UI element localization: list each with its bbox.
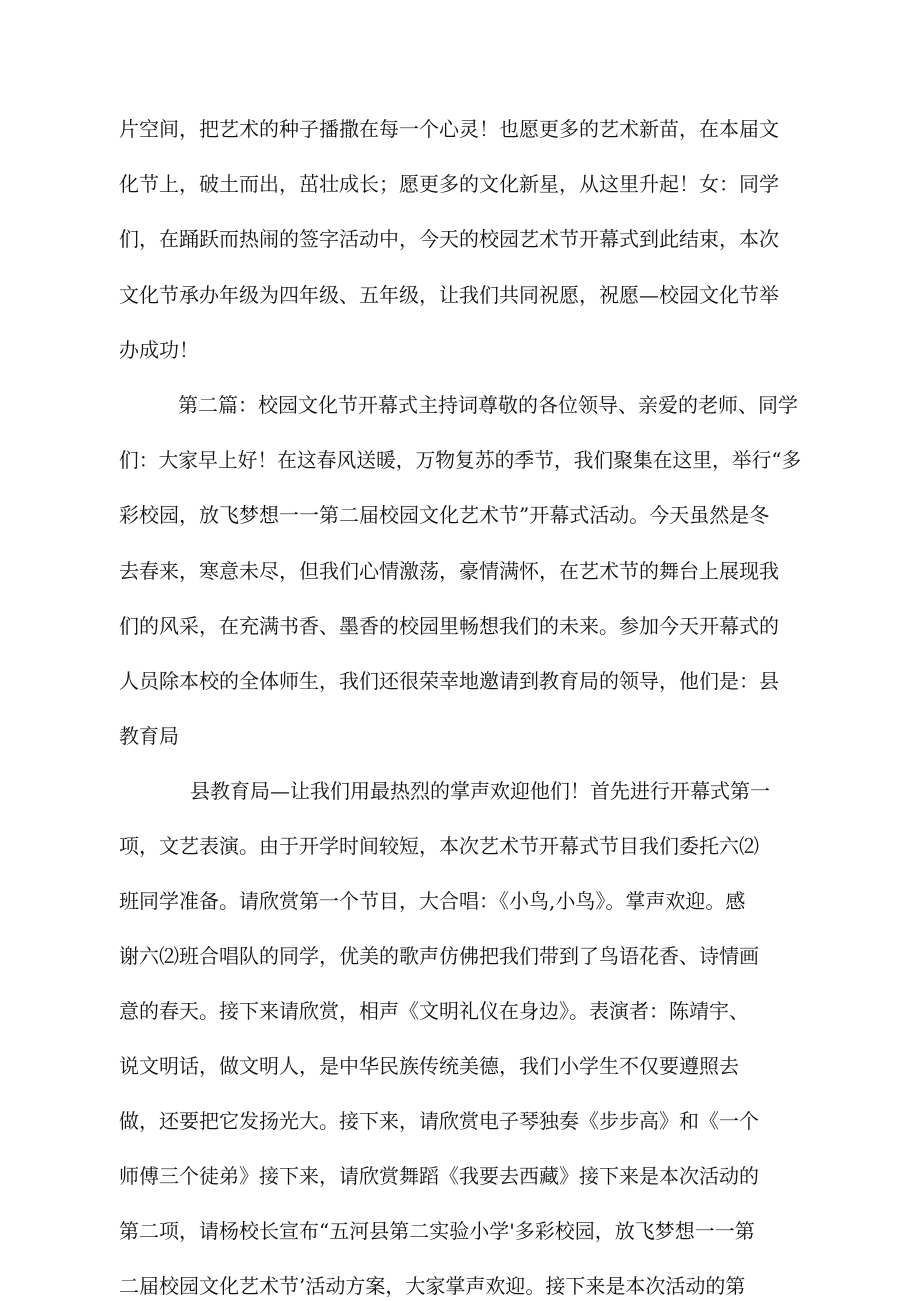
text-line: 彩校园，放飞梦想一一第二届校园文化艺术节”开幕式活动。今天虽然是冬 [119, 503, 770, 527]
text-line: 文化节承办年级为四年级、五年级，让我们共同祝愿，祝愿—校园文化节举 [119, 283, 779, 307]
text-line: 谢六⑵班合唱队的同学，优美的歌声仿佛把我们带到了鸟语花香、诗情画 [119, 944, 759, 968]
text-line: 县教育局—让我们用最热烈的掌声欢迎他们！首先进行开幕式第一 [190, 779, 770, 803]
text-line: 意的春天。接下来请欣赏，相声《文明礼仪在身边》。表演者：陈靖宇、 [119, 999, 749, 1023]
text-line: 说文明话，做文明人，是中华民族传统美德，我们小学生不仅要遵照去 [119, 1054, 739, 1078]
text-line: 去春来，寒意未尽，但我们心情激荡，豪情满怀，在艺术节的舞台上展现我 [119, 559, 779, 583]
text-line: 第二项，请杨校长宣布“五河县第二实验小学'多彩校园，放飞梦想一一第 [119, 1219, 755, 1243]
text-line: 师傅三个徒弟》接下来，请欣赏舞蹈《我要去西藏》接下来是本次活动的 [119, 1164, 759, 1188]
text-line: 二届校园文化艺术节’活动方案，大家掌声欢迎。接下来是本次活动的第 [119, 1274, 746, 1298]
section-heading-line: 第二篇：校园文化节开幕式主持词尊敬的各位领导、亲爱的老师、同学 [178, 393, 798, 417]
text-line: 项，文艺表演。由于开学时间较短，本次艺术节开幕式节目我们委托六⑵ [119, 834, 759, 858]
text-line: 化节上，破土而出，茁壮成长；愿更多的文化新星，从这里升起！女：同学 [119, 172, 779, 196]
text-line: 班同学准备。请欣赏第一个节目，大合唱：《小鸟,小鸟》。掌声欢迎。感 [119, 889, 746, 913]
text-line: 做，还要把它发扬光大。接下来，请欣赏电子琴独奏《步步高》和《一个 [119, 1109, 759, 1133]
text-line: 办成功！ [119, 338, 199, 362]
text-line: 们，在踊跃而热闹的签字活动中，今天的校园艺术节开幕式到此结束，本次 [119, 227, 779, 251]
text-line: 们的风采，在充满书香、墨香的校园里畅想我们的未来。参加今天开幕式的 [119, 614, 779, 638]
text-line: 人员除本校的全体师生，我们还很荣幸地邀请到教育局的领导，他们是：县 [119, 669, 779, 693]
text-line: 们：大家早上好！在这春风送暖，万物复苏的季节，我们聚集在这里，举行“多 [119, 448, 802, 472]
text-line: 片空间，把艺术的种子播撒在每一个心灵！也愿更多的艺术新苗，在本届文 [119, 117, 779, 141]
text-line: 教育局 [119, 724, 179, 748]
